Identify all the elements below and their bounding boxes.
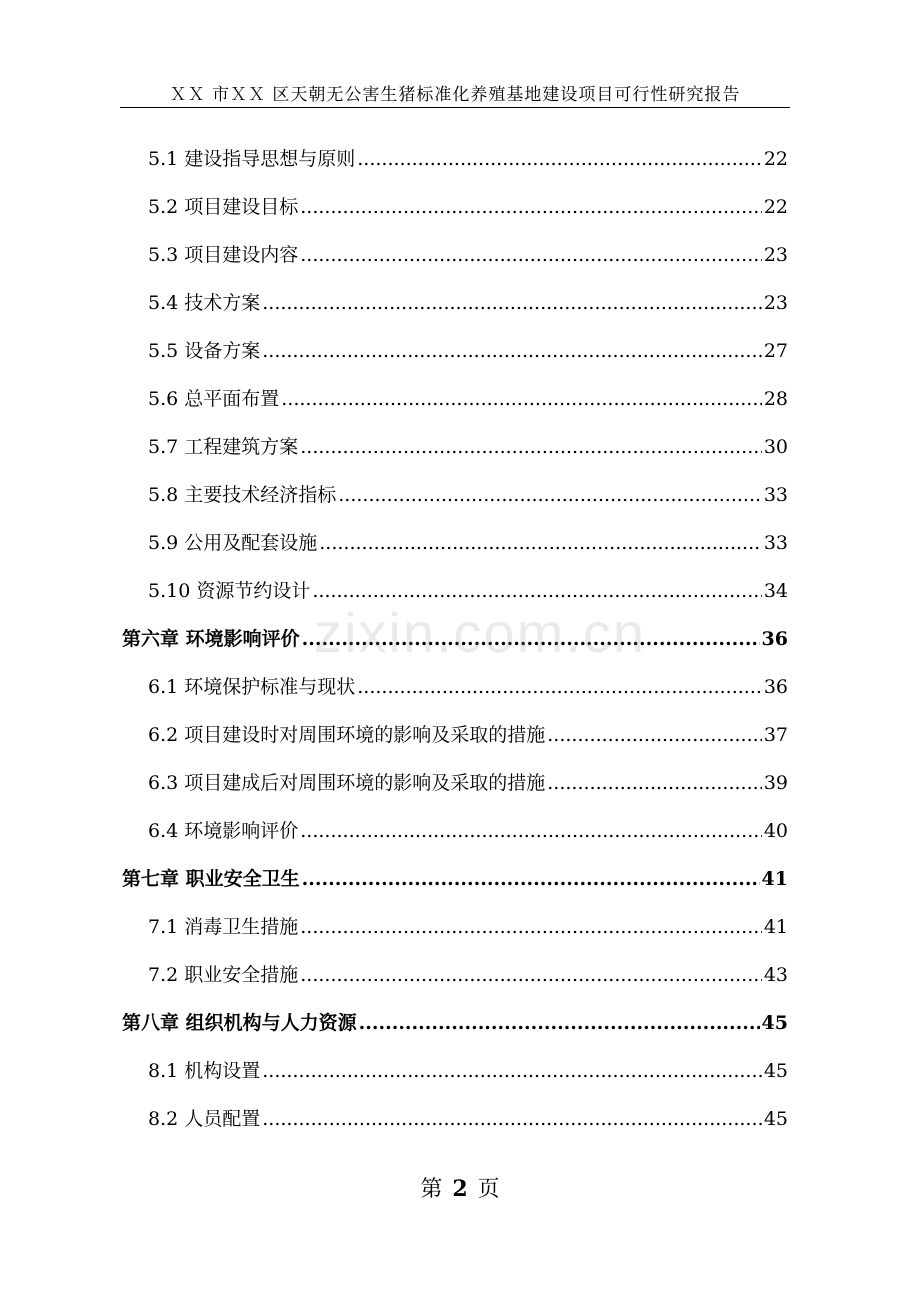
toc-entry-label: 5.1 建设指导思想与原则 <box>148 148 356 170</box>
toc-entry-page: 37 <box>763 724 788 746</box>
toc-entry-page: 23 <box>763 292 788 314</box>
toc-entry[interactable] <box>148 235 788 267</box>
toc-entry-label: 8.1 机构设置 <box>148 1060 261 1082</box>
page-number: 2 <box>452 1176 468 1202</box>
toc-entry[interactable] <box>148 907 788 939</box>
toc-entry-page: 22 <box>763 196 788 218</box>
toc-entry-page: 41 <box>763 916 788 938</box>
toc-entry[interactable] <box>148 523 788 555</box>
toc-entry-label: 第八章 组织机构与人力资源 <box>122 1012 357 1034</box>
toc-entry[interactable] <box>148 811 788 843</box>
toc-entry[interactable] <box>148 139 788 171</box>
toc-entry-label: 5.5 设备方案 <box>148 340 261 362</box>
toc-entry-label: 5.4 技术方案 <box>148 292 261 314</box>
toc-entry-label: 第六章 环境影响评价 <box>122 628 300 650</box>
header-rule <box>120 107 790 108</box>
toc-dot-leader <box>262 1059 762 1083</box>
toc-dot-leader <box>262 339 762 363</box>
toc-entry[interactable] <box>148 187 788 219</box>
toc-dot-leader <box>319 531 762 555</box>
toc-entry[interactable] <box>148 667 788 699</box>
toc-entry-label: 5.9 公用及配套设施 <box>148 532 318 554</box>
toc-entry-page: 43 <box>763 964 788 986</box>
toc-dot-leader <box>357 675 762 699</box>
toc-entry-label: 5.6 总平面布置 <box>148 388 280 410</box>
toc-dot-leader <box>312 579 761 603</box>
toc-entry-page: 45 <box>763 1108 788 1130</box>
toc-entry[interactable] <box>148 1099 788 1131</box>
toc-entry[interactable] <box>148 331 788 363</box>
toc-dot-leader <box>359 1011 760 1035</box>
toc-entry-page: 22 <box>763 148 788 170</box>
toc-entry-page: 34 <box>763 580 788 602</box>
toc-chapter-entry[interactable] <box>122 619 788 651</box>
toc-entry[interactable] <box>148 715 788 747</box>
toc-entry-page: 33 <box>763 484 788 506</box>
toc-entry-label: 7.1 消毒卫生措施 <box>148 916 299 938</box>
toc-dot-leader <box>338 483 762 507</box>
toc-dot-leader <box>281 387 762 411</box>
toc-dot-leader <box>300 819 762 843</box>
toc-entry-label: 5.7 工程建筑方案 <box>148 436 299 458</box>
toc-entry-label: 5.3 项目建设内容 <box>148 244 299 266</box>
toc-dot-leader <box>262 291 762 315</box>
toc-entry-page: 41 <box>761 868 788 890</box>
toc-entry[interactable] <box>148 379 788 411</box>
toc-dot-leader <box>262 1107 762 1131</box>
toc-dot-leader <box>547 771 762 795</box>
toc-entry-page: 45 <box>763 1060 788 1082</box>
toc-dot-leader <box>302 867 760 891</box>
toc-entry-label: 6.1 环境保护标准与现状 <box>148 676 356 698</box>
running-header: ＸＸ 市ＸＸ 区天朝无公害生猪标准化养殖基地建设项目可行性研究报告 <box>169 85 741 105</box>
toc-entry[interactable] <box>148 475 788 507</box>
toc-entry-label: 5.10 资源节约设计 <box>148 580 311 602</box>
toc-dot-leader <box>300 435 762 459</box>
toc-entry[interactable] <box>148 283 788 315</box>
toc-dot-leader <box>357 147 762 171</box>
toc-entry[interactable] <box>148 1051 788 1083</box>
toc-entry-label: 5.2 项目建设目标 <box>148 196 299 218</box>
toc-entry-page: 27 <box>763 340 788 362</box>
toc-chapter-entry[interactable] <box>122 1003 788 1035</box>
toc-entry-page: 39 <box>763 772 788 794</box>
page-footer <box>0 1172 920 1203</box>
toc-entry-page: 36 <box>761 628 788 650</box>
toc-entry-page: 40 <box>763 820 788 842</box>
toc-entry-label: 5.8 主要技术经济指标 <box>148 484 337 506</box>
toc-entry[interactable] <box>148 763 788 795</box>
toc-entry-page: 33 <box>763 532 788 554</box>
toc-entry-label: 6.4 环境影响评价 <box>148 820 299 842</box>
toc-dot-leader <box>547 723 762 747</box>
toc-dot-leader <box>300 243 762 267</box>
toc-dot-leader <box>300 195 762 219</box>
toc-entry-page: 28 <box>763 388 788 410</box>
toc-entry-label: 第七章 职业安全卫生 <box>122 868 300 890</box>
toc-dot-leader <box>300 915 762 939</box>
toc-chapter-entry[interactable] <box>122 859 788 891</box>
toc-entry-page: 45 <box>761 1012 788 1034</box>
toc-entry-label: 6.3 项目建成后对周围环境的影响及采取的措施 <box>148 772 546 794</box>
toc-entry-label: 8.2 人员配置 <box>148 1108 261 1130</box>
toc-dot-leader <box>300 963 762 987</box>
toc-entry[interactable] <box>148 571 788 603</box>
footer-suffix: 页 <box>477 1177 500 1202</box>
toc-entry-page: 36 <box>763 676 788 698</box>
toc-entry[interactable] <box>148 427 788 459</box>
toc-entry-page: 30 <box>763 436 788 458</box>
footer-prefix: 第 <box>420 1177 443 1202</box>
toc-entry-label: 7.2 职业安全措施 <box>148 964 299 986</box>
toc-dot-leader <box>302 627 760 651</box>
toc-entry-label: 6.2 项目建设时对周围环境的影响及采取的措施 <box>148 724 546 746</box>
toc-entry[interactable] <box>148 955 788 987</box>
toc-entry-page: 23 <box>763 244 788 266</box>
watermark: zixin.com.cn <box>313 601 647 664</box>
